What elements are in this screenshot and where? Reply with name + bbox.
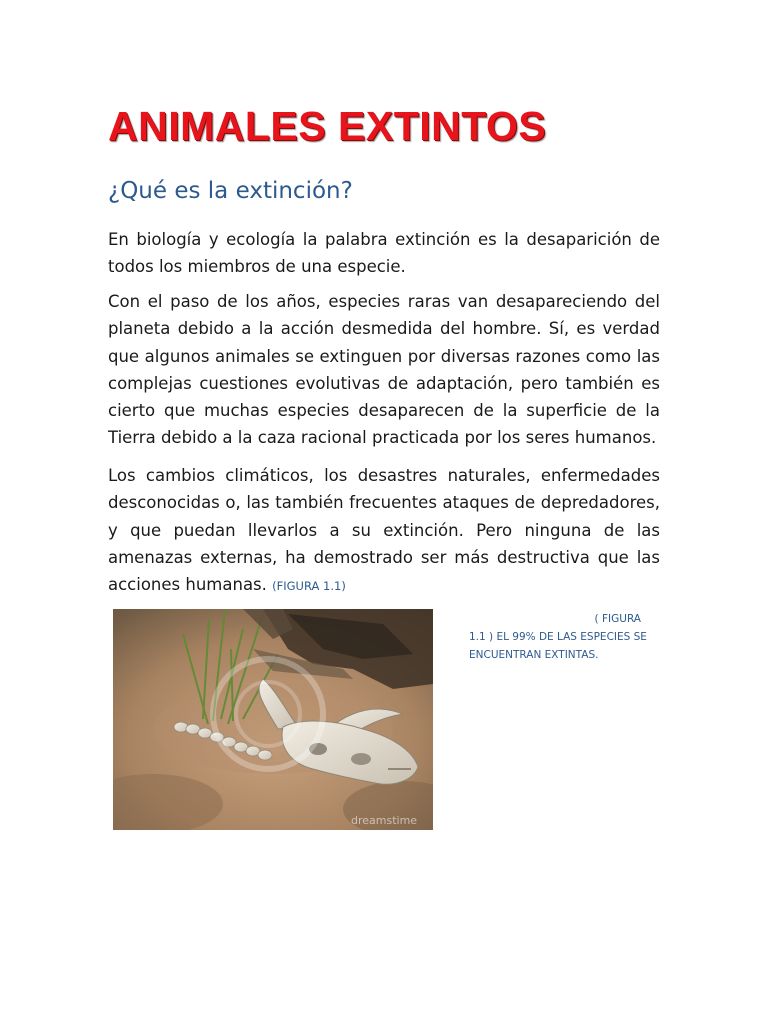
section-heading: ¿Qué es la extinción?: [108, 178, 353, 204]
watermark-text: dreamstime: [351, 814, 418, 827]
paragraph-3: [108, 462, 660, 600]
figure-caption: [469, 610, 647, 664]
paragraph-3-text: Los cambios climáticos, los desastres naturales, enfermedades desconocidas o, las también frecuentes ataques de depredadores, y que puedan llevarlos a su extinción. Pero ninguna de las amenazas externas, ha demostrado ser más destructiva que las acciones humanas.: [108, 466, 660, 595]
caption-line-1: ( FIGURA: [594, 613, 641, 625]
figure-reference: (FIGURA 1.1): [272, 579, 346, 594]
paragraph-2: Con el paso de los años, especies raras van desapareciendo del planeta debido a la acción desmedida del hombre. Sí, es verdad que algunos animales se extinguen por diversas razones como las complejas cuestiones evolutivas de adaptación, pero también es cierto que muchas especies desaparecen de la superficie de la Tierra debido a la caza racional practicada por los seres humanos.: [108, 292, 660, 448]
paragraph-1: En biología y ecología la palabra extinción es la desaparición de todos los miembros de una especie.: [108, 230, 660, 277]
caption-line-2: 1.1 ) EL 99% DE LAS ESPECIES SE ENCUENTRAN EXTINTAS.: [469, 631, 647, 661]
skull-photo: [113, 609, 433, 830]
page-title: ANIMALES EXTINTOS: [108, 103, 547, 149]
